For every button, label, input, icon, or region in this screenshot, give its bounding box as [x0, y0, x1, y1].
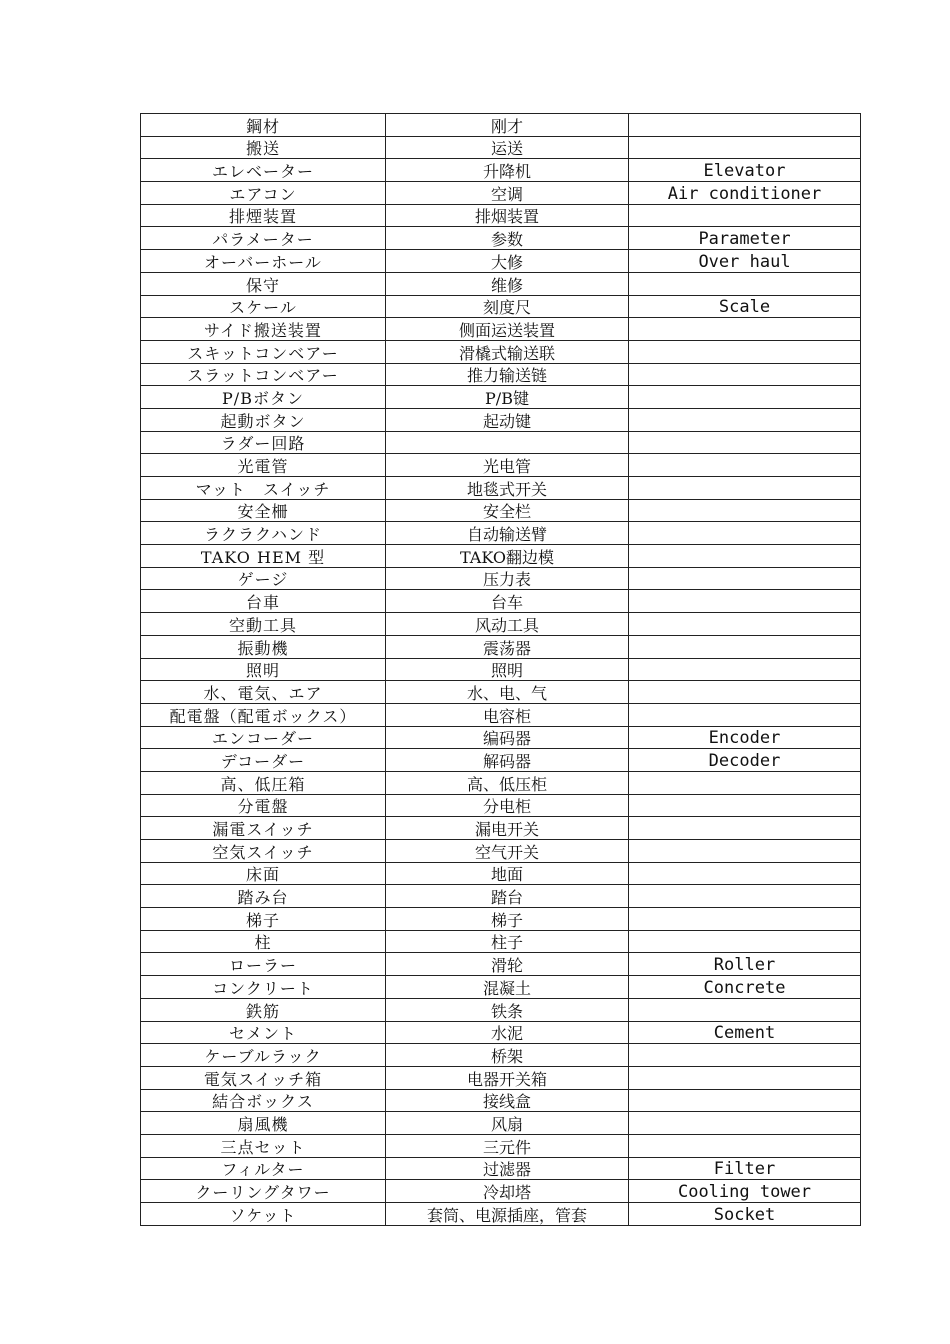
chinese-term-cell: 自动输送臂: [386, 522, 629, 545]
chinese-term-cell: 铁条: [386, 998, 629, 1021]
table-row: [141, 613, 861, 636]
english-term-cell: [629, 1044, 861, 1067]
chinese-term-cell: 排烟装置: [386, 204, 629, 227]
japanese-term-cell: 光電管: [141, 454, 386, 477]
japanese-term-cell: 排煙装置: [141, 204, 386, 227]
glossary-body: [141, 114, 861, 1226]
english-term-cell: [629, 771, 861, 794]
chinese-term-cell: 推力输送链: [386, 363, 629, 386]
english-term-cell: [629, 658, 861, 681]
chinese-term-cell: 刚才: [386, 114, 629, 137]
japanese-term-cell: 水、電気、エア: [141, 681, 386, 704]
english-term-cell: [629, 885, 861, 908]
english-term-cell: [629, 908, 861, 931]
japanese-term-cell: 配電盤（配電ボックス）: [141, 703, 386, 726]
chinese-term-cell: 压力表: [386, 567, 629, 590]
table-row: [141, 817, 861, 840]
table-row: [141, 930, 861, 953]
japanese-term-cell: TAKO HEM 型: [141, 545, 386, 568]
english-term-cell: [629, 545, 861, 568]
japanese-term-cell: スキットコンベアー: [141, 340, 386, 363]
table-row: [141, 1134, 861, 1157]
chinese-term-cell: 滑橇式输送联: [386, 340, 629, 363]
chinese-term-cell: 空气开关: [386, 840, 629, 863]
japanese-term-cell: 床面: [141, 862, 386, 885]
japanese-term-cell: デコーダー: [141, 749, 386, 772]
table-row: [141, 408, 861, 431]
table-row: [141, 590, 861, 613]
table-row: [141, 182, 861, 205]
japanese-term-cell: 台車: [141, 590, 386, 613]
english-term-cell: [629, 635, 861, 658]
table-row: [141, 635, 861, 658]
chinese-term-cell: 起动键: [386, 408, 629, 431]
chinese-term-cell: 桥架: [386, 1044, 629, 1067]
english-term-cell: Parameter: [629, 227, 861, 250]
english-term-cell: [629, 794, 861, 817]
chinese-term-cell: 三元件: [386, 1134, 629, 1157]
english-term-cell: [629, 386, 861, 409]
chinese-term-cell: 踏台: [386, 885, 629, 908]
english-term-cell: Air conditioner: [629, 182, 861, 205]
chinese-term-cell: 刻度尺: [386, 295, 629, 318]
japanese-term-cell: 三点セット: [141, 1134, 386, 1157]
japanese-term-cell: 保守: [141, 272, 386, 295]
english-term-cell: [629, 613, 861, 636]
japanese-term-cell: 梯子: [141, 908, 386, 931]
english-term-cell: [629, 590, 861, 613]
table-row: [141, 477, 861, 500]
chinese-term-cell: 升降机: [386, 159, 629, 182]
japanese-term-cell: 空気スイッチ: [141, 840, 386, 863]
chinese-term-cell: 光电管: [386, 454, 629, 477]
japanese-term-cell: 結合ボックス: [141, 1089, 386, 1112]
chinese-term-cell: TAKO翻边模: [386, 545, 629, 568]
japanese-term-cell: ソケット: [141, 1203, 386, 1226]
table-row: [141, 114, 861, 137]
chinese-term-cell: 风扇: [386, 1112, 629, 1135]
english-term-cell: [629, 454, 861, 477]
english-term-cell: Cooling tower: [629, 1180, 861, 1203]
chinese-term-cell: 运送: [386, 136, 629, 159]
chinese-term-cell: 风动工具: [386, 613, 629, 636]
japanese-term-cell: ゲージ: [141, 567, 386, 590]
table-row: [141, 454, 861, 477]
chinese-term-cell: 大修: [386, 250, 629, 273]
japanese-term-cell: 起動ボタン: [141, 408, 386, 431]
table-row: [141, 340, 861, 363]
table-row: [141, 1021, 861, 1044]
japanese-term-cell: 鉄筋: [141, 998, 386, 1021]
table-row: [141, 1089, 861, 1112]
english-term-cell: [629, 477, 861, 500]
japanese-term-cell: ケーブルラック: [141, 1044, 386, 1067]
chinese-term-cell: 地毯式开关: [386, 477, 629, 500]
english-term-cell: Elevator: [629, 159, 861, 182]
chinese-term-cell: 震荡器: [386, 635, 629, 658]
chinese-term-cell: 高、低压柜: [386, 771, 629, 794]
english-term-cell: [629, 522, 861, 545]
chinese-term-cell: 编码器: [386, 726, 629, 749]
japanese-term-cell: サイド搬送装置: [141, 318, 386, 341]
table-row: [141, 976, 861, 999]
table-row: [141, 681, 861, 704]
japanese-term-cell: 搬送: [141, 136, 386, 159]
table-row: [141, 386, 861, 409]
japanese-term-cell: 電気スイッチ箱: [141, 1066, 386, 1089]
english-term-cell: [629, 431, 861, 454]
japanese-term-cell: 柱: [141, 930, 386, 953]
table-row: [141, 1066, 861, 1089]
english-term-cell: [629, 998, 861, 1021]
japanese-term-cell: 分電盤: [141, 794, 386, 817]
chinese-term-cell: 维修: [386, 272, 629, 295]
table-row: [141, 272, 861, 295]
table-row: [141, 1180, 861, 1203]
chinese-term-cell: 侧面运送装置: [386, 318, 629, 341]
table-row: [141, 885, 861, 908]
chinese-term-cell: 水泥: [386, 1021, 629, 1044]
english-term-cell: Concrete: [629, 976, 861, 999]
chinese-term-cell: 地面: [386, 862, 629, 885]
table-row: [141, 794, 861, 817]
english-term-cell: [629, 272, 861, 295]
chinese-term-cell: 台车: [386, 590, 629, 613]
table-row: [141, 499, 861, 522]
table-row: [141, 953, 861, 976]
table-row: [141, 998, 861, 1021]
chinese-term-cell: 空调: [386, 182, 629, 205]
chinese-term-cell: 梯子: [386, 908, 629, 931]
table-row: [141, 522, 861, 545]
english-term-cell: [629, 681, 861, 704]
chinese-term-cell: 安全栏: [386, 499, 629, 522]
chinese-term-cell: 水、电、气: [386, 681, 629, 704]
table-row: [141, 908, 861, 931]
japanese-term-cell: 振動機: [141, 635, 386, 658]
table-row: [141, 771, 861, 794]
japanese-term-cell: P/Bボタン: [141, 386, 386, 409]
glossary-table: [140, 113, 861, 1226]
japanese-term-cell: マット スイッチ: [141, 477, 386, 500]
table-row: [141, 250, 861, 273]
english-term-cell: [629, 703, 861, 726]
english-term-cell: [629, 930, 861, 953]
chinese-term-cell: P/B键: [386, 386, 629, 409]
table-row: [141, 159, 861, 182]
english-term-cell: [629, 204, 861, 227]
english-term-cell: Encoder: [629, 726, 861, 749]
english-term-cell: [629, 1089, 861, 1112]
english-term-cell: Filter: [629, 1157, 861, 1180]
japanese-term-cell: スケール: [141, 295, 386, 318]
japanese-term-cell: オーバーホール: [141, 250, 386, 273]
table-row: [141, 567, 861, 590]
japanese-term-cell: 漏電スイッチ: [141, 817, 386, 840]
english-term-cell: [629, 817, 861, 840]
chinese-term-cell: 套筒、电源插座，管套: [386, 1203, 629, 1226]
japanese-term-cell: クーリングタワー: [141, 1180, 386, 1203]
chinese-term-cell: 滑轮: [386, 953, 629, 976]
chinese-term-cell: 漏电开关: [386, 817, 629, 840]
table-row: [141, 431, 861, 454]
japanese-term-cell: スラットコンベアー: [141, 363, 386, 386]
japanese-term-cell: フィルター: [141, 1157, 386, 1180]
table-row: [141, 1112, 861, 1135]
english-term-cell: Over haul: [629, 250, 861, 273]
table-row: [141, 749, 861, 772]
table-row: [141, 545, 861, 568]
chinese-term-cell: 分电柜: [386, 794, 629, 817]
chinese-term-cell: 接线盒: [386, 1089, 629, 1112]
table-row: [141, 840, 861, 863]
table-row: [141, 136, 861, 159]
japanese-term-cell: パラメーター: [141, 227, 386, 250]
english-term-cell: [629, 567, 861, 590]
english-term-cell: [629, 1134, 861, 1157]
japanese-term-cell: 空動工具: [141, 613, 386, 636]
table-row: [141, 726, 861, 749]
english-term-cell: Scale: [629, 295, 861, 318]
table-row: [141, 318, 861, 341]
japanese-term-cell: セメント: [141, 1021, 386, 1044]
chinese-term-cell: 过滤器: [386, 1157, 629, 1180]
chinese-term-cell: 冷却塔: [386, 1180, 629, 1203]
table-row: [141, 658, 861, 681]
japanese-term-cell: 扇風機: [141, 1112, 386, 1135]
japanese-term-cell: 踏み台: [141, 885, 386, 908]
japanese-term-cell: エレベーター: [141, 159, 386, 182]
english-term-cell: Roller: [629, 953, 861, 976]
japanese-term-cell: ラダー回路: [141, 431, 386, 454]
japanese-term-cell: 高、低圧箱: [141, 771, 386, 794]
table-row: [141, 1044, 861, 1067]
japanese-term-cell: 安全柵: [141, 499, 386, 522]
english-term-cell: [629, 114, 861, 137]
english-term-cell: Socket: [629, 1203, 861, 1226]
table-row: [141, 363, 861, 386]
english-term-cell: [629, 340, 861, 363]
chinese-term-cell: 电容柜: [386, 703, 629, 726]
table-row: [141, 295, 861, 318]
japanese-term-cell: エンコーダー: [141, 726, 386, 749]
english-term-cell: Decoder: [629, 749, 861, 772]
japanese-term-cell: 照明: [141, 658, 386, 681]
table-row: [141, 1203, 861, 1226]
english-term-cell: [629, 840, 861, 863]
english-term-cell: [629, 363, 861, 386]
table-row: [141, 703, 861, 726]
english-term-cell: [629, 408, 861, 431]
chinese-term-cell: 参数: [386, 227, 629, 250]
chinese-term-cell: 照明: [386, 658, 629, 681]
english-term-cell: [629, 1066, 861, 1089]
chinese-term-cell: 混凝土: [386, 976, 629, 999]
english-term-cell: [629, 499, 861, 522]
table-row: [141, 1157, 861, 1180]
japanese-term-cell: エアコン: [141, 182, 386, 205]
english-term-cell: [629, 318, 861, 341]
japanese-term-cell: ローラー: [141, 953, 386, 976]
japanese-term-cell: 鋼材: [141, 114, 386, 137]
chinese-term-cell: 解码器: [386, 749, 629, 772]
chinese-term-cell: 电器开关箱: [386, 1066, 629, 1089]
english-term-cell: [629, 136, 861, 159]
chinese-term-cell: 柱子: [386, 930, 629, 953]
table-row: [141, 862, 861, 885]
table-row: [141, 227, 861, 250]
table-row: [141, 204, 861, 227]
japanese-term-cell: ラクラクハンド: [141, 522, 386, 545]
japanese-term-cell: コンクリート: [141, 976, 386, 999]
english-term-cell: [629, 862, 861, 885]
chinese-term-cell: [386, 431, 629, 454]
english-term-cell: Cement: [629, 1021, 861, 1044]
english-term-cell: [629, 1112, 861, 1135]
